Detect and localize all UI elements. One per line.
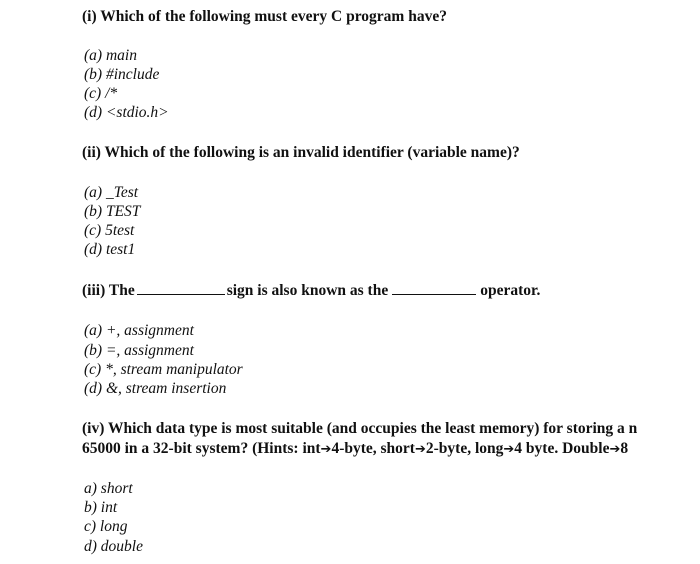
question-1-text: Which of the following must every C program have? [100,8,447,25]
q3-option-b: (b) =, assignment [84,342,194,359]
question-2-text: Which of the following is an invalid identifier (variable name)? [104,144,520,161]
question-4-text-d: 4 byte. Double [514,440,610,457]
question-4-text-a: 65000 in a 32-bit system? (Hints: int [82,440,321,457]
q3-option-d: (d) &, stream insertion [84,380,227,397]
question-4-text-e: 8 [620,440,629,457]
q2-option-d: (d) test1 [84,241,136,258]
arrow-right-icon: ➔ [503,442,515,457]
question-3 [82,282,540,300]
arrow-right-icon: ➔ [609,442,621,457]
question-3-text-b: sign is also known as the [226,282,389,299]
q4-option-a: a) short [84,480,133,497]
q1-option-a: (a) main [84,47,137,64]
q2-option-a: (a) _Test [84,184,139,201]
question-4-text-c: 2-byte, long [425,440,504,457]
question-2 [82,144,520,162]
arrow-right-icon: ➔ [320,442,332,457]
fill-in-blank-2 [392,282,476,295]
q4-option-c: c) long [84,518,128,535]
q1-option-b: (b) #include [84,66,160,83]
question-4-text-b: 4-byte, short [331,440,415,457]
q1-option-c: (c) /* [84,85,118,102]
fill-in-blank-1 [137,282,225,295]
question-3-text-c: operator. [480,282,541,299]
question-3-number: (iii) [82,282,106,299]
q4-option-d: d) double [84,538,143,555]
question-1-number: (i) [82,8,97,25]
q3-option-a: (a) +, assignment [84,322,194,339]
question-4-text-line-1: Which data type is most suitable (and occupies the least memory) for storing a n [108,420,638,437]
q2-option-b: (b) TEST [84,203,141,220]
q4-option-b: b) int [84,499,118,516]
q1-option-d: (d) <stdio.h> [84,104,169,121]
question-3-text-a: The [108,282,135,299]
question-2-number: (ii) [82,144,101,161]
question-4-line-2 [82,440,628,458]
q2-option-c: (c) 5test [84,222,135,239]
q3-option-c: (c) *, stream manipulator [84,361,243,378]
question-4-line-1 [82,420,637,438]
question-4-number: (iv) [82,420,105,437]
arrow-right-icon: ➔ [414,442,426,457]
question-1 [82,8,447,26]
